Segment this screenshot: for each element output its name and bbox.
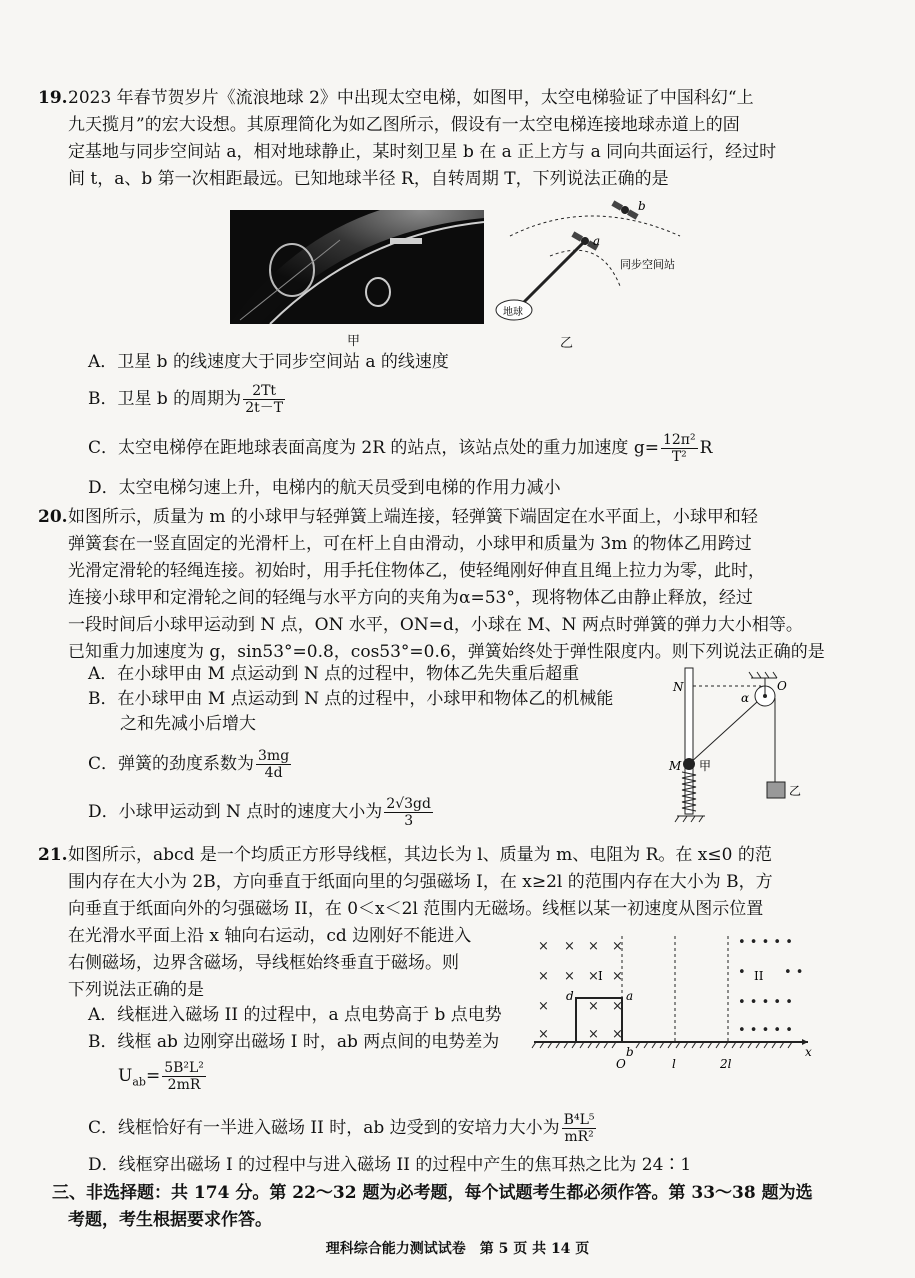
section-3-heading-line2: 考题，考生根据要求作答。 bbox=[68, 1210, 272, 1230]
block-yi-label: 乙 bbox=[789, 784, 802, 798]
q19-option-d: D．太空电梯匀速上升，电梯内的航天员受到电梯的作用力减小 bbox=[88, 478, 561, 498]
q21-stem-line5: 右侧磁场，边界含磁场，导线框始终垂直于磁场。则 bbox=[68, 953, 459, 973]
q21-option-b-line1: B．线框 ab 边刚穿出磁场 I 时，ab 两点间的电势差为 bbox=[88, 1032, 500, 1052]
q20-stem-line5: 一段时间后小球甲运动到 N 点，ON 水平，ON=d，小球在 M、N 两点时弹簧的弹力大小相等。 bbox=[68, 615, 803, 635]
q21-option-c: C．线框恰好有一半进入磁场 II 时，ab 边受到的安培力大小为 $\frac{\text{B⁴L⁵}}{\text{mR²}}$ bbox=[88, 1112, 595, 1145]
q20-stem-line2: 弹簧套在一竖直固定的光滑杆上，可在杆上自由滑动，小球甲和质量为 3m 的物体乙用跨过 bbox=[68, 534, 752, 554]
svg-text:•: • bbox=[738, 965, 746, 980]
section-3-heading-line1: 三、非选择题：共 174 分。第 22～32 题为必考题，每个试题考生都必须作答。第 33～38 题为选 bbox=[52, 1183, 813, 1203]
tick-l-label: l bbox=[672, 1057, 676, 1070]
q19-option-b: B．卫星 b 的周期为 $\frac{2Tt}{2t-T}$ bbox=[88, 383, 284, 416]
station-a-label: a bbox=[593, 234, 601, 248]
q19-option-a: A．卫星 b 的线速度大于同步空间站 a 的线速度 bbox=[88, 352, 449, 372]
svg-text:×: × bbox=[538, 969, 549, 984]
q21-stem-line6: 下列说法正确的是 bbox=[68, 980, 204, 1000]
q21-stem-line4: 在光滑水平面上沿 x 轴向右运动，cd 边刚好不能进入 bbox=[68, 926, 472, 946]
svg-text:×: × bbox=[538, 999, 549, 1014]
svg-text:×: × bbox=[588, 969, 599, 984]
point-m-label: M bbox=[669, 759, 682, 773]
origin-o-label: O bbox=[616, 1057, 626, 1070]
q20-option-b-line2: 之和先减小后增大 bbox=[120, 714, 256, 734]
svg-text:×: × bbox=[612, 939, 623, 954]
movie-still-photo bbox=[230, 210, 484, 324]
svg-text:×: × bbox=[588, 1027, 599, 1042]
space-elevator-diagram bbox=[490, 196, 690, 326]
corner-b-label: b bbox=[626, 1045, 634, 1059]
q21-number: 21. bbox=[38, 845, 68, 865]
q19-stem-line4: 间 t，a、b 第一次相距最远。已知地球半径 R，自转周期 T，下列说法正确的是 bbox=[68, 169, 669, 189]
corner-a-label: a bbox=[626, 989, 634, 1003]
ball-jia-label: 甲 bbox=[699, 759, 712, 773]
corner-d-label: d bbox=[566, 989, 574, 1003]
figure-jia-caption: 甲 bbox=[347, 334, 361, 349]
magnetic-field-diagram bbox=[530, 930, 820, 1070]
q21-stem-line1: 如图所示，abcd 是一个均质正方形导线框，其边长为 l、质量为 m、电阻为 R。在 x≤0 的范 bbox=[68, 845, 772, 865]
q20-option-b-line1: B．在小球甲由 M 点运动到 N 点的过程中，小球甲和物体乙的机械能 bbox=[88, 689, 614, 709]
q20-option-a: A．在小球甲由 M 点运动到 N 点的过程中，物体乙先失重后超重 bbox=[88, 664, 580, 684]
field-i-label: I bbox=[598, 969, 603, 983]
q19-stem-line2: 九天揽月”的宏大设想。其原理简化为如乙图所示，假设有一太空电梯连接地球赤道上的固 bbox=[68, 115, 740, 135]
satellite-b-label: b bbox=[638, 199, 646, 213]
svg-text:×: × bbox=[564, 969, 575, 984]
svg-text:×: × bbox=[564, 939, 575, 954]
q21-option-a: A．线框进入磁场 II 的过程中，a 点电势高于 b 点电势 bbox=[88, 1005, 502, 1025]
page-footer: 理科综合能力测试试卷 第 5 页 共 14 页 bbox=[325, 1241, 590, 1257]
svg-text:• •: • • bbox=[784, 965, 804, 980]
q21-option-b-formula: $U_{ab}=$ $\frac{\text{5B²L²}}{2mR}$ bbox=[118, 1060, 204, 1093]
x-axis-label: x bbox=[805, 1045, 812, 1059]
q19-stem-line3: 定基地与同步空间站 a，相对地球静止，某时刻卫星 b 在 a 正上方与 a 同向共面运行，经过时 bbox=[68, 142, 777, 162]
svg-text:• • • • •: • • • • • bbox=[738, 1023, 793, 1038]
q20-option-d: D．小球甲运动到 N 点时的速度大小为 $\frac{2√3gd}{3}$ bbox=[88, 796, 431, 829]
q20-number: 20. bbox=[38, 507, 68, 527]
q21-stem-line3: 向垂直于纸面向外的匀强磁场 II，在 0＜x＜2l 范围内无磁场。线框以某一初速度从图示位置 bbox=[68, 899, 764, 919]
figure-yi-caption: 乙 bbox=[560, 336, 574, 351]
pulley-spring-diagram bbox=[665, 664, 815, 824]
q20-stem-line4: 连接小球甲和定滑轮之间的轻绳与水平方向的夹角为α=53°，现将物体乙由静止释放，经过 bbox=[68, 588, 753, 608]
svg-text:• • • • •: • • • • • bbox=[738, 935, 793, 950]
q21-option-d: D．线框穿出磁场 I 的过程中与进入磁场 II 的过程中产生的焦耳热之比为 24∶1 bbox=[88, 1155, 692, 1175]
angle-alpha-label: α bbox=[741, 691, 750, 705]
tick-2l-label: 2l bbox=[720, 1057, 732, 1070]
q19-stem-line1: 2023 年春节贺岁片《流浪地球 2》中出现太空电梯，如图甲，太空电梯验证了中国科幻“上 bbox=[68, 88, 754, 108]
svg-text:×: × bbox=[538, 1027, 549, 1042]
earth-label: 地球 bbox=[503, 307, 523, 318]
q20-stem-line6: 已知重力加速度为 g，sin53°=0.8，cos53°=0.6，弹簧始终处于弹性限度内。则下列说法正确的是 bbox=[68, 642, 825, 662]
svg-text:×: × bbox=[612, 1027, 623, 1042]
svg-text:×: × bbox=[612, 999, 623, 1014]
q20-stem-line1: 如图所示，质量为 m 的小球甲与轻弹簧上端连接，轻弹簧下端固定在水平面上，小球甲和轻 bbox=[68, 507, 758, 527]
q19-option-c: C．太空电梯停在距地球表面高度为 2R 的站点，该站点处的重力加速度 g= $\frac{\text{12π²}}{\text{T²}}$ R bbox=[88, 432, 713, 465]
pulley-o-label: O bbox=[777, 679, 787, 693]
svg-text:×: × bbox=[612, 969, 623, 984]
svg-text:×: × bbox=[538, 939, 549, 954]
point-n-label: N bbox=[673, 680, 684, 694]
q19-number: 19. bbox=[38, 88, 68, 108]
q20-stem-line3: 光滑定滑轮的轻绳连接。初始时，用手托住物体乙，使轻绳刚好伸直且绳上拉力为零，此时， bbox=[68, 561, 765, 581]
q21-stem-line2: 围内存在大小为 2B，方向垂直于纸面向里的匀强磁场 I，在 x≥2l 的范围内存在大小为 B，方 bbox=[68, 872, 773, 892]
svg-text:×: × bbox=[588, 939, 599, 954]
sync-station-label: 同步空间站 bbox=[620, 258, 675, 271]
svg-text:• • • • •: • • • • • bbox=[738, 995, 793, 1010]
q20-option-c: C．弹簧的劲度系数为 $\frac{3mg}{4d}$ bbox=[88, 748, 290, 781]
svg-text:×: × bbox=[588, 999, 599, 1014]
field-ii-label: II bbox=[754, 969, 764, 983]
